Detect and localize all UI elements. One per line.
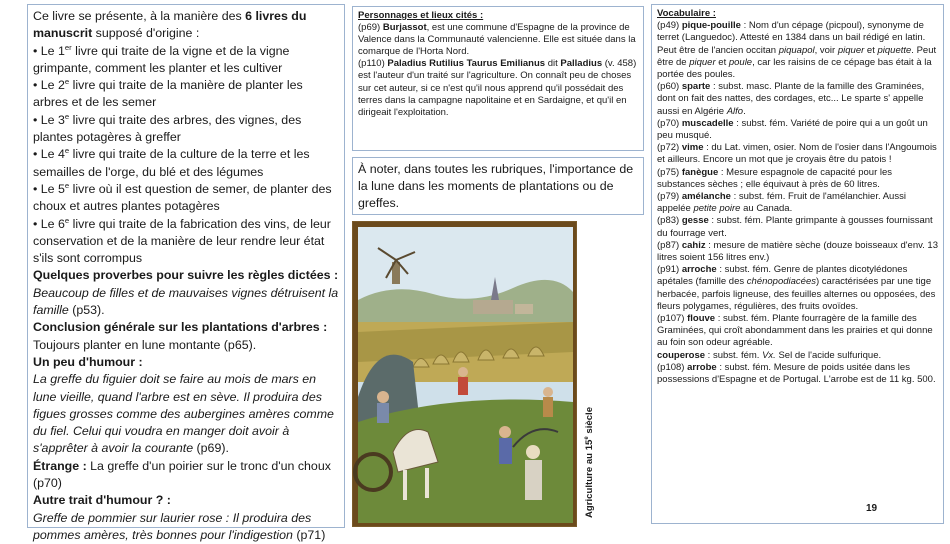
- conclusion-heading: Conclusion générale sur les plantations d'arbres :: [33, 320, 328, 335]
- books-list: [33, 43, 339, 268]
- humour-heading: Un peu d'humour :: [33, 354, 143, 369]
- book-item: • Le 6e livre qui traite de la fabrication des vins, de leur conservation et de la manière de leur rendre leur état s'ils sont corrompus: [33, 215, 331, 266]
- place-entry: (p69) Burjassot, est une commune d'Espagne de la province de Valence dans la Communauté valencienne. Elle est située dans la comarque de l'Horta Nord.: [358, 22, 636, 58]
- humour2-text: Greffe de pommier sur laurier rose : Il produira des pommes amères, très bonnes pour l'indigestion (p71): [33, 510, 326, 542]
- book-item: • Le 5e livre où il est question de semer, de planter des choux et autres plantes potagères: [33, 180, 332, 214]
- vocab-entry: (p70) muscadelle : subst. fém. Variété de poire qui a un goût un peu musqué.: [657, 117, 928, 142]
- page-number: 19: [866, 503, 878, 514]
- vocab-entry: (p91) arroche : subst. fém. Genre de plantes dicotylédones apétales (famille des chénopodiacées) caractérisées par une tige herbacée, parfois ligneuse, des feuilles alternes ou opposées, des fleurs polygames, régulières, des fruits ovoïdes.: [657, 264, 936, 312]
- proverbes-heading: Quelques proverbes pour suivre les règles dictées :: [33, 268, 339, 283]
- vocabulary-panel: [651, 4, 944, 524]
- harvest-scene-illustration: [353, 222, 577, 527]
- vocab-entry: (p49) pique-pouille : Nom d'un cépage (picpoul), synonyme de terret (Languedoc). Attesté en 1384 dans un bail rédigé en latin. Peut être de l'ancien occitan piquapol, voir piquer et piquette. Peut être de piquer et poule, car les raisins de ce cépage bas était à la portée des poules.: [657, 20, 937, 81]
- book-item: • Le 4e livre qui traite de la culture de la terre et les semailles de l'orge, du blé et des légumes: [33, 146, 310, 179]
- vocab-entry: (p83) gesse : subst. fém. Plante grimpante à gousses fournissant du fourrage vert.: [657, 215, 933, 239]
- vocab-entry: couperose : subst. fém. Vx. Sel de l'acide sulfurique.: [657, 349, 882, 361]
- note-text: À noter, dans toutes les rubriques, l'importance de la lune dans les moments de plantations ou de greffes.: [358, 162, 634, 210]
- vocab-entry: (p75) fanègue : Mesure espagnole de capacité pour les substances sèches ; elle équivaut à près de 60 litres.: [657, 166, 893, 190]
- book-item: • Le 3e livre qui traite des arbres, des vignes, des plantes potagères à greffer: [33, 111, 302, 145]
- vocab-entry: (p72) vime : du Lat. vimen, osier. Nom de l'osier dans l'Angoumois et ailleurs. Encore un mot que je croyais être du patois !: [657, 142, 937, 166]
- vocabulary-heading: Vocabulaire :: [657, 8, 716, 19]
- agriculture-painting: [352, 221, 577, 527]
- vocab-entry: (p107) flouve : subst. fém. Plante fourragère de la famille des Graminées, qui croît abondamment dans les prairies et qui donne au foin son odeur agréable.: [657, 313, 933, 349]
- vocab-entry: (p79) amélanche : subst. fém. Fruit de l'amélanchier. Aussi appelée petite poire au Canada.: [657, 191, 906, 215]
- vocab-entry: (p87) cahiz : mesure de matière sèche (douze boisseaux d'env. 13 litres soient 156 litres env.): [657, 239, 939, 264]
- proverbes-text: Beaucoup de filles et de mauvaises vignes détruisent la famille (p53).: [33, 285, 339, 318]
- conclusion-text: Toujours planter en lune montante (p65).: [33, 337, 257, 352]
- person-entry: (p110) Paladius Rutilius Taurus Emilianus dit Palladius (v. 458) est l'auteur d'un traité sur l'agriculture. On connaît peu de choses sur cet auteur, si ce n'est qu'il nous apprend qu'il possédait des terres dans la campagne napolitaine et en Sardaigne, et qu'il en dirigeait l'exploitation.: [358, 58, 637, 118]
- characters-heading: Personnages et lieux cités :: [358, 10, 484, 21]
- intro-text: Ce livre se présente, à la manière des 6 livres du manuscrit supposé d'origine :: [33, 9, 307, 41]
- moon-note-panel: [352, 157, 644, 215]
- painting-caption: Agriculture au 15e siècle: [583, 406, 595, 518]
- books-summary-panel: [27, 4, 345, 542]
- book-item: • Le 1er livre qui traite de la vigne et de la vigne grimpante, comment les planter et les cultiver: [33, 42, 290, 75]
- humour2-heading: Autre trait d'humour ? :: [33, 493, 171, 508]
- book-item: • Le 2e livre qui traite de la manière de planter les arbres et de les semer: [33, 77, 303, 110]
- characters-places-panel: [352, 6, 644, 151]
- etrange-text: Étrange : La greffe d'un poirier sur le tronc d'un choux (p70): [33, 458, 331, 491]
- humour-text: La greffe du figuier doit se faire au mois de mars en lune vieille, quand l'arbre est en sève. Il produira des figues grosses comme des aubergines amères comme du fiel. Celui qui voudra en manger doit avoir à s'apprêter à avoir la courante (p69).: [33, 372, 334, 456]
- vocab-entry: (p108) arrobe : subst. fém. Mesure de poids usitée dans les possessions d'Espagne et de Portugal. L'arrobe est de 11 kg. 500.: [657, 361, 936, 386]
- vocab-entry: (p60) sparte : subst. masc. Plante de la famille des Graminées, dont on fait des nattes, des cordages, etc... Le sparte s' appelle aussi en Algérie Alfo.: [657, 81, 925, 117]
